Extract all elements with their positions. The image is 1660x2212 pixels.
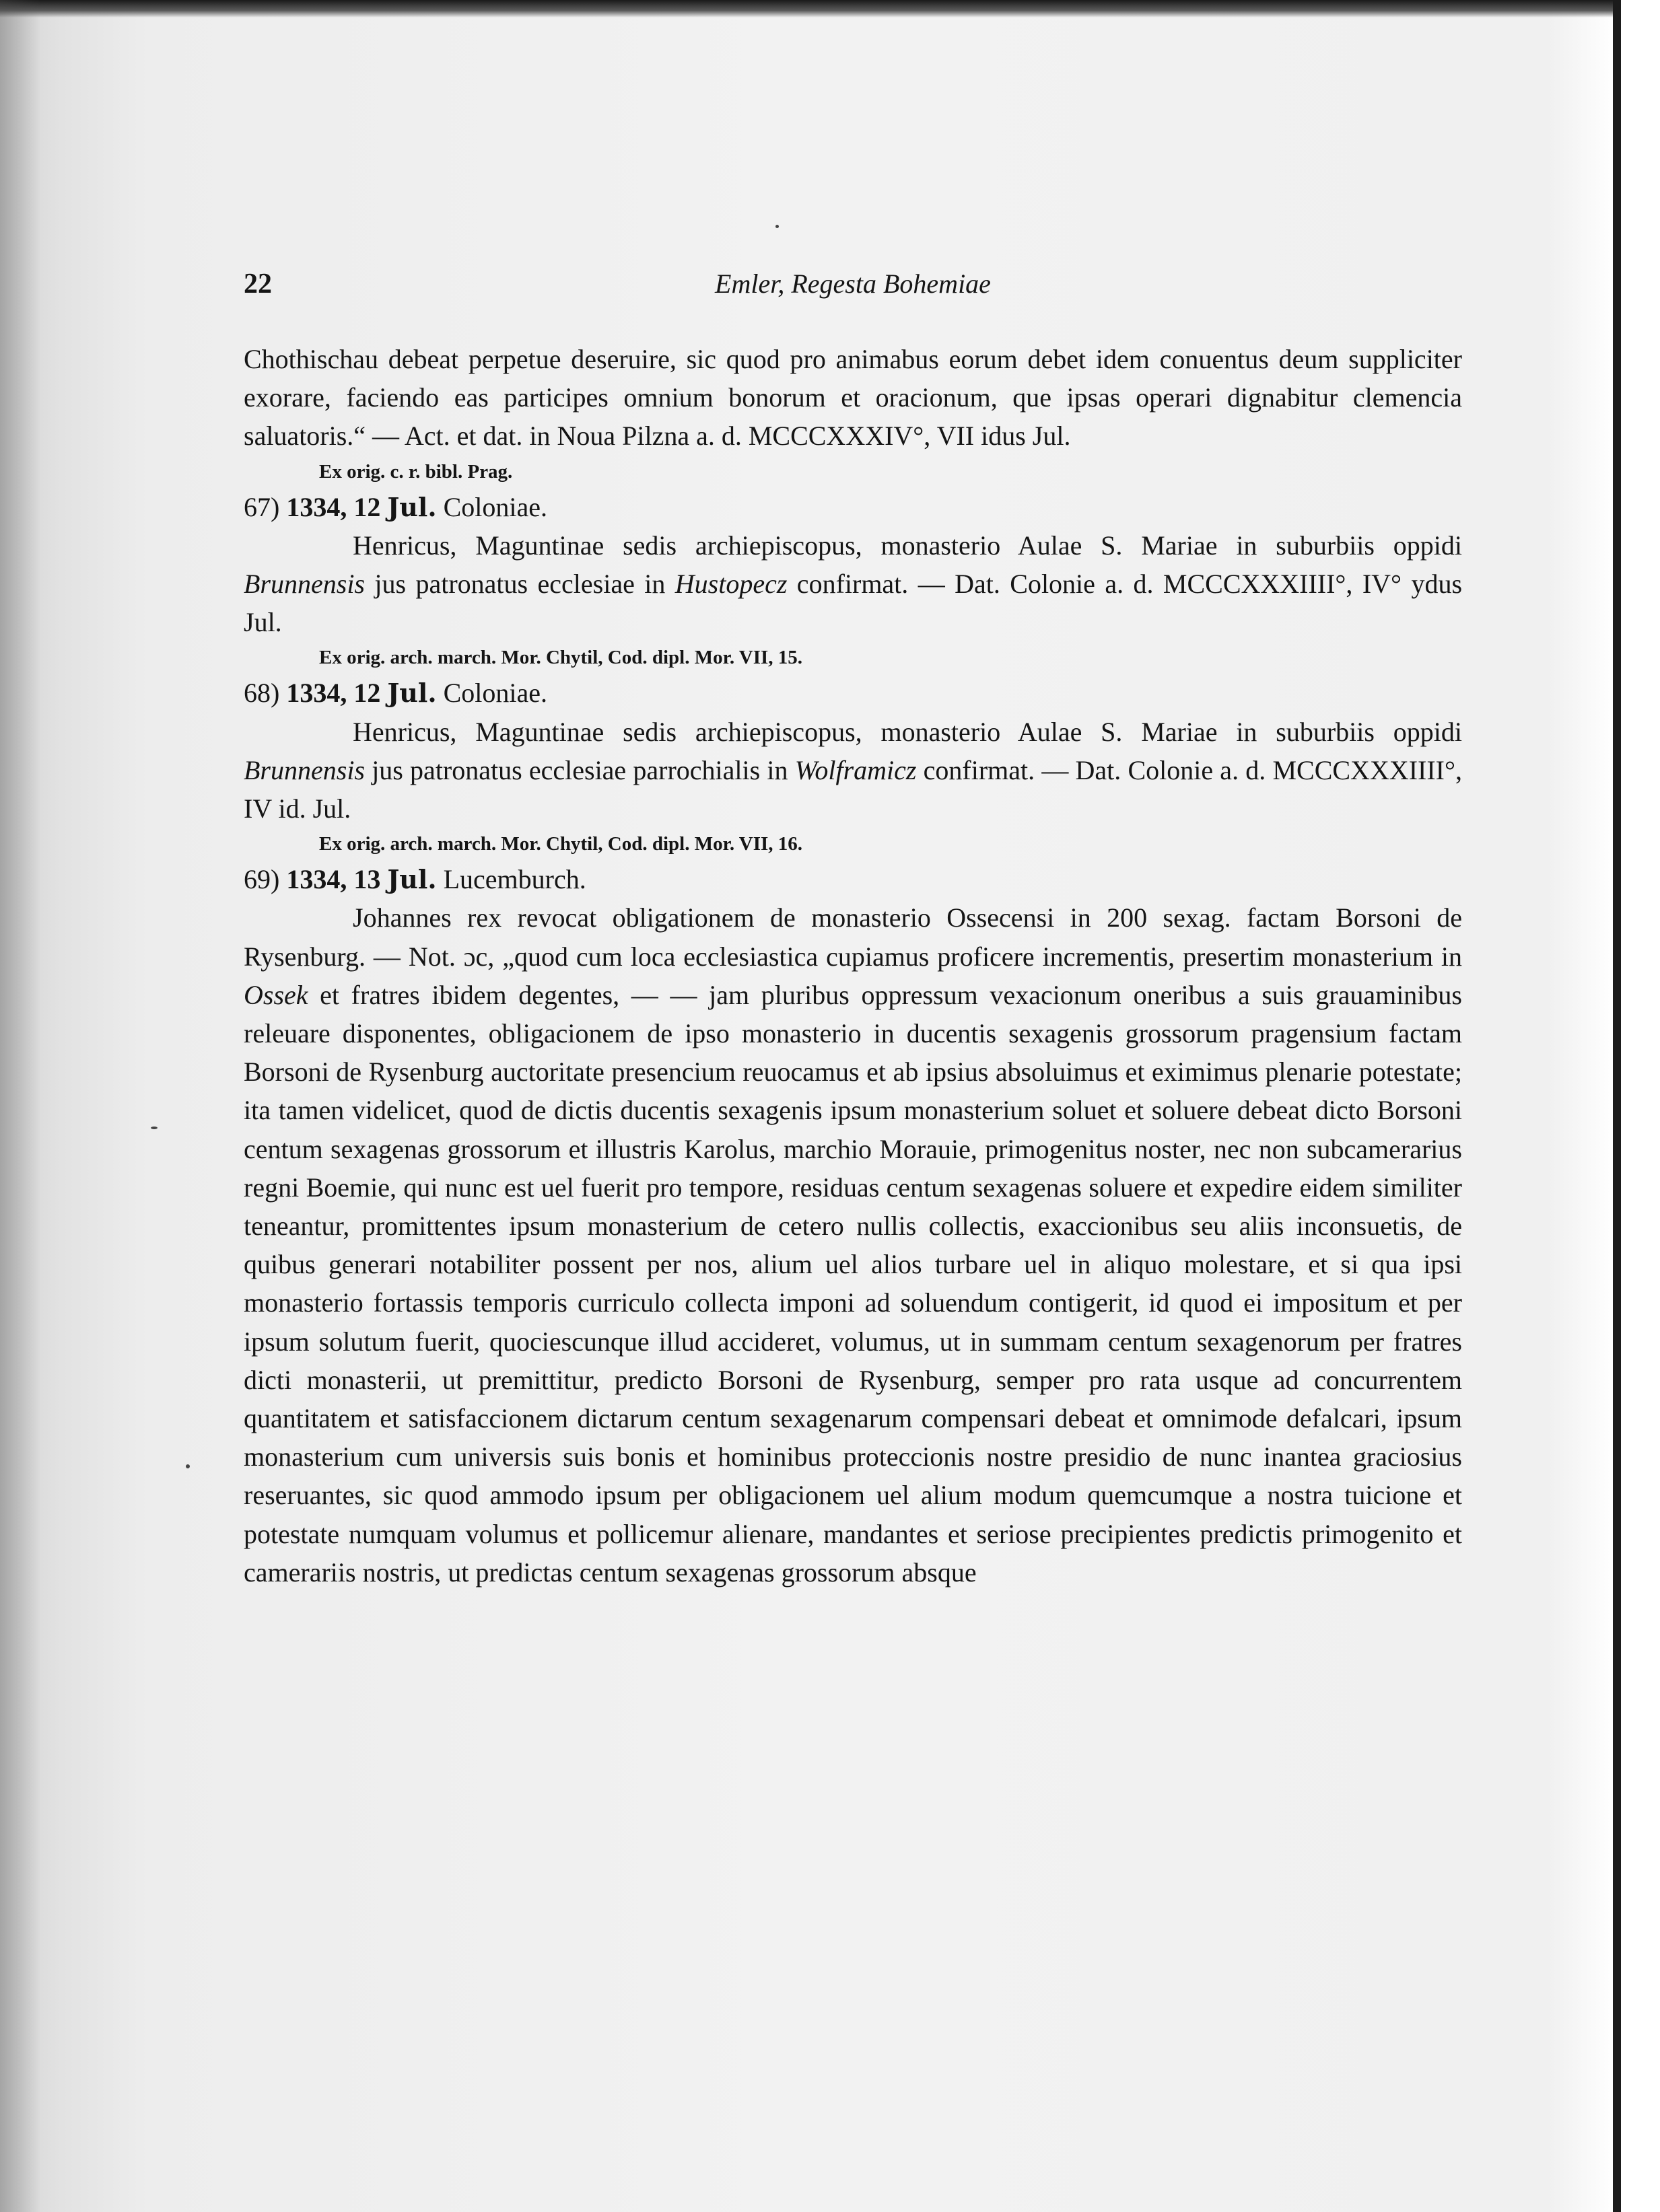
entry-number: 68) bbox=[244, 678, 280, 709]
entry-body bbox=[244, 898, 1462, 1592]
entry-text: Henricus, Maguntinae sedis archiepiscopus, monasterio Aulae S. Mariae in suburbiis oppidi bbox=[353, 716, 1462, 747]
entry-text: confirmat. — Dat. Colonie a. d. MCCCXXXIIII°, IV id. Jul. bbox=[244, 754, 1462, 824]
source-note: Ex orig. arch. march. Mor. Chytil, Cod. dipl. Mor. VII, 15. bbox=[319, 647, 803, 669]
entry-text: jus patronatus ecclesiae parrochialis in bbox=[365, 754, 795, 785]
entry-heading bbox=[244, 860, 1462, 898]
entry-month: Jul. bbox=[387, 491, 437, 522]
scan-left-shadow bbox=[0, 0, 40, 2212]
scan-speck bbox=[151, 1127, 158, 1129]
entry-date: 1334, 13 bbox=[286, 864, 381, 895]
entry-heading bbox=[244, 488, 1462, 526]
entry-text: confirmat. — Dat. Colonie a. d. MCCCXXXIIII°, IV° ydus Jul. bbox=[244, 569, 1463, 638]
running-header bbox=[244, 268, 1462, 308]
page-body bbox=[244, 340, 1462, 1592]
source-note: Ex orig. c. r. bibl. Prag. bbox=[319, 460, 513, 483]
scan-right-edge bbox=[1613, 0, 1621, 2212]
entry-text: Henricus, Maguntinae sedis archiepiscopus, monasterio Aulae S. Mariae in suburbiis oppidi bbox=[353, 530, 1462, 561]
entry-date: 1334, 12 bbox=[286, 491, 381, 522]
entry-month: Jul. bbox=[387, 678, 437, 709]
entry-italic-place: Brunnensis bbox=[244, 754, 365, 785]
scan-speck bbox=[775, 225, 779, 228]
entry-number: 69) bbox=[244, 864, 280, 895]
page-number: 22 bbox=[244, 269, 272, 299]
entry-month: Jul. bbox=[387, 864, 437, 895]
scan-top-edge bbox=[0, 0, 1616, 17]
entry-number: 67) bbox=[244, 491, 280, 522]
entry-italic-place: Brunnensis bbox=[244, 569, 365, 600]
entry-text: jus patronatus ecclesiae in bbox=[365, 569, 675, 600]
entry-heading bbox=[244, 674, 1462, 712]
entry-italic-place: Hustopecz bbox=[675, 569, 788, 600]
source-note: Ex orig. arch. march. Mor. Chytil, Cod. dipl. Mor. VII, 16. bbox=[319, 833, 803, 855]
entry-text: et fratres ibidem degentes, — — jam pluribus oppressum vexacionum oneribus a suis grauaminibus releuare disponentes, obligacionem de ipso monasterio in ducentis sexagenis grossorum pragensium factam Borsoni de Rysenburg auctoritate presencium reuocamus et ab ipsius absoluimus et eximimus plenarie potestate; ita tamen videlicet, quod de dictis ducentis sexagenis ipsum monasterium soluet et soluere debeat dicto Borsoni centum sexagenas grossorum et illustris Karolus, marchio Morauie, primogenitus noster, nec non subcamerarius regni Boemie, qui nunc est uel fuerit pro tempore, residuas centum sexagenas soluere et expedire eidem similiter teneantur, promittentes ipsum monasterium de cetero nullis collectis, exaccionibus seu aliis inconsuetis, de quibus generari notabiliter possent per nos, alium uel alios turbare uel in aliquo molestare, et si qua ipsi monasterio fortassis temporis curriculo collecta imponi ad soluendum contigerit, id quod ei impositum et per ipsum solutum fuerit, quociescunque illud accideret, volumus, ut in summam centum sexagenorum per fratres dicti monasterii, ut premittitur, predicto Borsoni de Rysenburg, semper pro rata usque ad concurrentem quantitatem et satisfaccionem dictarum centum sexagenarum compensari debeat et omnimode defalcari, ipsum monasterium cum universis suis bonis et hominibus proteccionis nostre presidio de nunc inantea graciosius reseruantes, sic quod ammodo ipsum per obligacionem uel alium modum quemcumque a nostra tuicione et potestate numquam volumus et pollicemur alienare, mandantes et seriose precipientes predictis primogenito et camerariis nostris, ut predictas centum sexagenas grossorum absque bbox=[244, 979, 1462, 1587]
entry-body bbox=[244, 713, 1462, 828]
scan-speck bbox=[186, 1464, 190, 1468]
continuation-paragraph: Chothischau debeat perpetue deseruire, sic quod pro animabus eorum debet idem conuentus deum suppliciter exorare, faciendo eas participes omnium bonorum et oracionum, que ipsas operari dignabitur clemencia saluatoris.“ — Act. et dat. in Noua Pilzna a. d. MCCCXXXIV°, VII idus Jul. bbox=[244, 344, 1462, 452]
entry-place: Lucemburch. bbox=[443, 864, 586, 895]
entry-body bbox=[244, 526, 1462, 642]
running-title: Emler, Regesta Bohemiae bbox=[715, 269, 991, 299]
entry-italic-place: Ossek bbox=[244, 979, 308, 1010]
entry-place: Coloniae. bbox=[443, 491, 548, 522]
entry-text: Johannes rex revocat obligationem de monasterio Ossecensi in 200 sexag. factam Borsoni de Rysenburg. — Not. ɔc, „quod cum loca ecclesiastica cupiamus proficere incrementis, presertim monasterium in bbox=[244, 902, 1462, 972]
entry-italic-place: Wolframicz bbox=[794, 754, 917, 785]
entry-date: 1334, 12 bbox=[286, 678, 381, 709]
entry-place: Coloniae. bbox=[443, 678, 548, 709]
